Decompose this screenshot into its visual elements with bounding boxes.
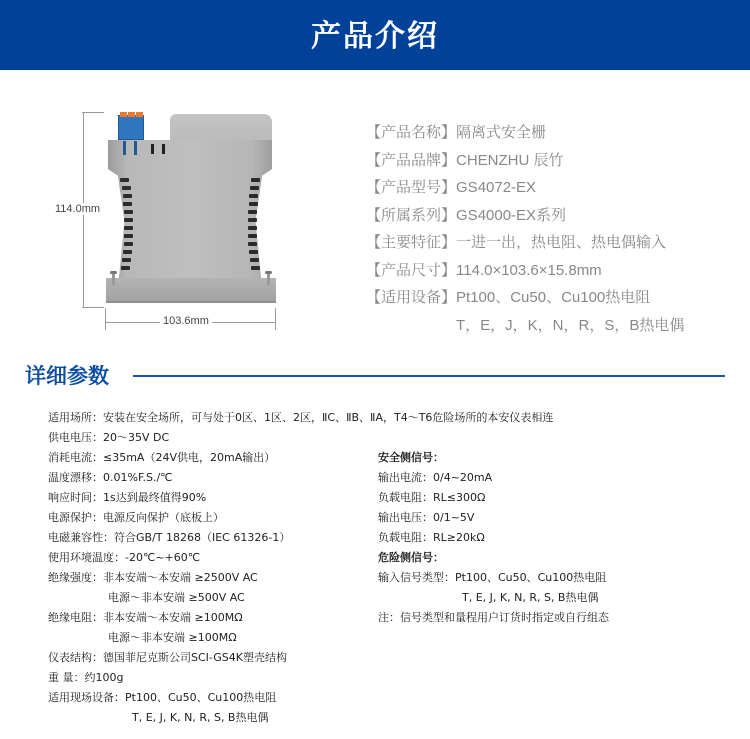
info-value: 一进一出，热电阻、热电偶输入 [456, 234, 667, 251]
spec-row: 仪表结构：德国菲尼克斯公司SCI-GS4K塑壳结构 [48, 651, 287, 664]
spec-row: 输入信号类型：Pt100、Cu50、Cu100热电阻 [378, 571, 607, 584]
vent-slot [251, 178, 260, 182]
info-key: 【产品名称】 [366, 124, 457, 141]
product-image [40, 100, 310, 340]
spec-row-continuation: T, E, J, K, N, R, S, B热电偶 [132, 711, 269, 724]
info-value: GS4072-EX [456, 179, 537, 196]
width-label: 103.6mm [160, 315, 212, 327]
page-title: 产品介绍 [311, 19, 439, 54]
info-key: 【适用设备】 [366, 289, 457, 306]
vent-slot [123, 202, 132, 206]
vent-slot [124, 210, 133, 214]
device-base [106, 278, 276, 303]
vent-slot [122, 258, 131, 262]
info-key: 【主要特征】 [366, 234, 457, 251]
terminal-cap [128, 112, 135, 117]
info-row-features [366, 232, 684, 260]
spec-row: 响应时间：1s达到最终值得90% [48, 491, 207, 504]
spec-row: 输出电压：0/1~5V [378, 511, 475, 524]
vent-slot [251, 266, 260, 270]
vent-slot [248, 210, 257, 214]
info-value: Pt100、Cu50、Cu100热电阻 [456, 289, 651, 306]
section-divider [133, 375, 725, 377]
spec-list-right [378, 448, 609, 628]
vent-slot [248, 234, 257, 238]
height-label: 114.0mm [52, 203, 103, 215]
terminal-pin [134, 141, 137, 155]
terminal-pin [123, 141, 126, 155]
vent-slot [249, 194, 258, 198]
spec-subheading-hazardous-side: 危险侧信号： [378, 551, 444, 564]
vent-slot [120, 178, 129, 182]
vent-slot [122, 186, 131, 190]
spec-row: 消耗电流：≤35mA（24V供电，20mA输出） [48, 451, 276, 464]
spec-row: 输出电流：0/4~20mA [378, 471, 493, 484]
vent-slot [121, 266, 130, 270]
vent-slot [249, 250, 258, 254]
vent-slot [250, 258, 259, 262]
terminal-cap [120, 112, 127, 117]
vent-slot [249, 202, 258, 206]
info-key: 【产品品牌】 [366, 151, 457, 169]
housing-slot [151, 144, 154, 154]
info-key: 【产品尺寸】 [366, 261, 457, 279]
vent-slot [123, 250, 132, 254]
width-dimension-right-tick [275, 308, 276, 330]
spec-row-continuation: 电源～非本安端 ≥100MΩ [108, 631, 237, 644]
spec-row: 电磁兼容性：符合GB/T 18268（IEC 61326-1） [48, 531, 291, 544]
spec-subheading-safe-side: 安全侧信号： [378, 451, 444, 464]
spec-row: 负载电阻：RL≥20kΩ [378, 531, 485, 544]
info-row-series [366, 205, 684, 233]
spec-row: 适用现场设备：Pt100、Cu50、Cu100热电阻 [48, 691, 277, 704]
info-row-model [366, 177, 684, 205]
screw [110, 271, 117, 285]
terminal-block [118, 115, 144, 140]
spec-row: 温度漂移：0.01%F.S./℃ [48, 471, 173, 484]
spec-row-continuation: T, E, J, K, N, R, S, B热电偶 [462, 591, 599, 604]
vent-slot [248, 218, 257, 222]
info-key: 【产品型号】 [366, 179, 457, 196]
spec-row: 重 量：约100g [48, 671, 124, 684]
vent-slot [250, 186, 259, 190]
info-value: 114.0×103.6×15.8mm [456, 261, 602, 279]
info-row-dimensions [366, 260, 684, 288]
spec-row: 绝缘电阻：非本安端～本安端 ≥100MΩ [48, 611, 243, 624]
product-info-list [366, 122, 684, 342]
vent-slot [124, 234, 133, 238]
spec-note: 注：信号类型和量程用户订货时指定或自行组态 [378, 611, 609, 624]
info-row-applicable-devices [366, 287, 684, 315]
spec-row: 绝缘强度：非本安端～本安端 ≥2500V AC [48, 571, 258, 584]
info-key: 【所属系列】 [366, 206, 457, 224]
vent-slot [124, 242, 133, 246]
vent-slot [124, 226, 133, 230]
vent-slot [123, 194, 132, 198]
spec-row: 电源保护：电源反向保护（底板上） [48, 511, 224, 524]
vent-slot [124, 218, 133, 222]
spec-row: 负载电阻：RL≤300Ω [378, 491, 486, 504]
spec-row-continuation: 电源～非本安端 ≥500V AC [108, 591, 245, 604]
screw [265, 271, 272, 285]
spec-row: 使用环境温度：-20℃~+60℃ [48, 551, 201, 564]
height-dimension-bottom-tick [82, 307, 104, 308]
info-row-brand [366, 150, 684, 178]
header-bar [0, 0, 750, 70]
info-value: CHENZHU 辰竹 [456, 151, 564, 169]
housing-slot [162, 144, 165, 154]
height-dimension-top-tick [82, 112, 104, 113]
section-title: 详细参数 [25, 364, 109, 388]
info-value: GS4000-EX系列 [456, 206, 567, 224]
vent-slot [248, 226, 257, 230]
terminal-cap [136, 112, 143, 117]
info-row-applicable-devices-cont: T，E，J，K，N，R，S，B热电偶 [456, 316, 685, 334]
width-dimension-left-tick [105, 308, 106, 330]
info-value: 隔离式安全栅 [456, 124, 547, 141]
spec-row: 适用场所：安装在安全场所，可与处于0区、1区、2区，ⅡC、ⅡB、ⅡA，T4～T6危险场所的本安仪表相连 [48, 411, 554, 424]
vent-slot [248, 242, 257, 246]
info-row-name [366, 122, 684, 150]
spec-row: 供电电压：20～35V DC [48, 431, 170, 444]
